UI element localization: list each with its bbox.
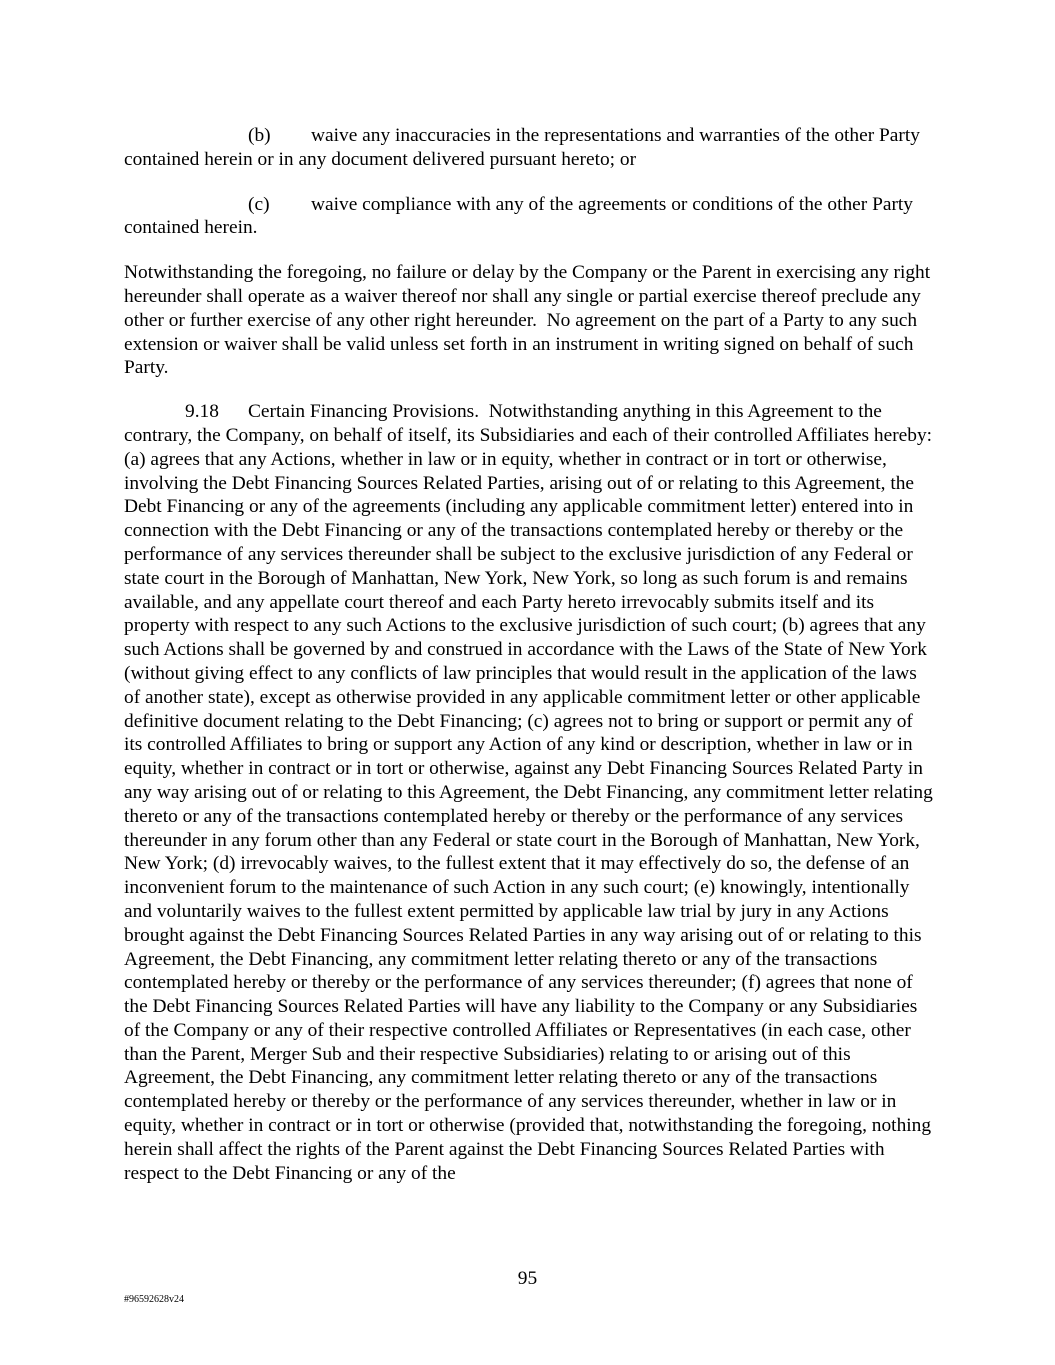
clause-text: waive any inaccuracies in the representations and warranties of the other Party contained herein or in any document delivered pursuant hereto; or (124, 125, 920, 170)
clause-label: (b) (248, 125, 271, 146)
clause-text: waive compliance with any of the agreements or conditions of the other Party contained herein. (124, 193, 913, 239)
clause-label: (c) (248, 193, 270, 215)
document-id: #96592628v24 (124, 1294, 184, 1305)
page-number: 95 (517, 1268, 538, 1289)
section-text: Certain Financing Provisions. Notwithstanding anything in this Agreement to the contrary, the Company, on behalf of itself, its Subsidiaries and each of their controlled Affiliates hereby: (a) agrees that any Actions, whether in law or in equity, whether in contract or in tort or otherwise, involving the Debt Financing Sources Related Parties, arising out of or relating to this Agreement, the Debt Financing or any of the agreements (including any applicable commitment letter) entered into in connection with the Debt Financing or any of the transactions contemplated hereby or thereby or the performance of any services thereunder shall be subject to the exclusive jurisdiction of any Federal or state court in the Borough of Manhattan, New York, New York, so long as such forum is and remains available, and any appellate court thereof and each Party hereto irrevocably submits itself and its property with respect to any such Actions to the exclusive jurisdiction of such court; (b) agrees that any such Actions shall be governed by and construed in accordance with the Laws of the State of New York (without giving effect to any conflicts of law principles that would result in the application of the laws of another state), except as otherwise provided in any applicable commitment letter or other applicable definitive document relating to the Debt Financing; (c) agrees not to bring or support or permit any of its controlled Affiliates to bring or support any Action of any kind or description, whether in law or in equity, whether in contract or in tort or otherwise, against any Debt Financing Sources Related Party in any way arising out of or relating to this Agreement, the Debt Financing, any commitment letter relating thereto or any of the transactions contemplated hereby or thereby or the performance of any services thereunder in any forum other than any Federal or state court in the Borough of Manhattan, New York, New York; (d) irrevocably waives, to the fullest extent that it may effectively do so, the defense of an inconvenient forum to the maintenance of such Action in any such court; (e) knowingly, intentionally and voluntarily waives to the fullest extent permitted by applicable law trial by jury in any Actions brought against the Debt Financing Sources Related Parties in any way arising out of or relating to this Agreement, the Debt Financing, any commitment letter relating thereto or any of the transactions contemplated hereby or thereby or the performance of any services thereunder; (f) agrees that none of the Debt Financing Sources Related Parties will have any liability to the Company or any Subsidiaries of the Company or any of their respective controlled Affiliates or Representatives (in each case, other than the Parent, Merger Sub and their respective Subsidiaries) relating to or arising out of this Agreement, the Debt Financing, any commitment letter relating thereto or any of the transactions contemplated hereby or thereby or the performance of any services thereunder, whether in law or in equity, whether in contract or in tort or otherwise (provided that, notwithstanding the foregoing, nothing herein shall affect the rights of the Parent against the Debt Financing Sources Related Parties with respect to the Debt Financing or any of the (124, 401, 933, 1184)
document-body (124, 124, 934, 1185)
clause-c (124, 193, 934, 241)
notwithstanding-paragraph: Notwithstanding the foregoing, no failure or delay by the Company or the Parent in exercising any right hereunder shall operate as a waiver thereof nor shall any single or partial exercise thereof preclude any other or further exercise of any other right hereunder. No agreement on the part of a Party to any such extension or waiver shall be valid unless set forth in an instrument in writing signed on behalf of such Party. (124, 262, 931, 379)
section-9-18 (124, 400, 934, 1185)
clause-b (124, 124, 934, 172)
section-number: 9.18 (185, 401, 219, 423)
